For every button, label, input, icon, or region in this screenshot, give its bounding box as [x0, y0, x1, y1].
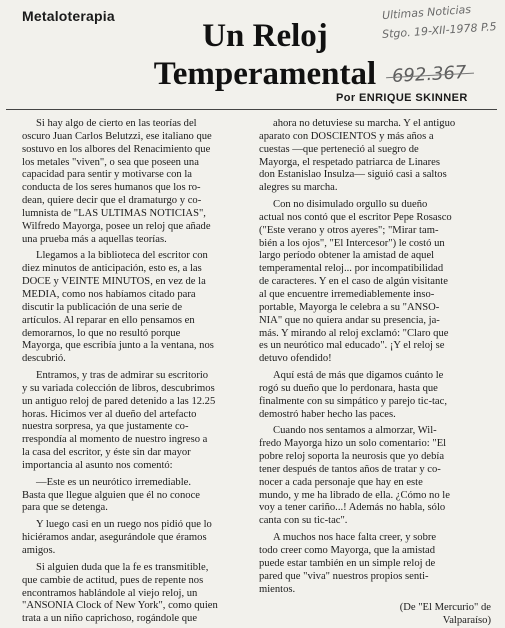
- paragraph: Si hay algo de cierto en las teorías del oscuro Juan Carlos Belutzzi, ese italiano que sostuvo en los albores del Renacimiento que los metales "viven", o sea que poseen una capacidad para sentir y motivarse con la conducta de los seres humanos que los ro- dean, quiere decir que el dramaturgo y co- lumnista de "LAS ULTIMAS NOTICIAS", Wilfredo Mayorga, posee un reloj que añade una prueba más a aquellas teorías.: [22, 118, 212, 245]
- paragraph: A muchos nos hace falta creer, y sobre todo creer como Mayorga, que la amistad puede estar también en un simple reloj de pared que "viva" nuestros propios senti- mientos.: [259, 532, 437, 595]
- handwritten-catalog-number: 692.367: [391, 62, 467, 87]
- header-divider: [6, 109, 497, 110]
- paragraph: Y luego casi en un ruego nos pidió que lo hiciéramos andar, asegurándole que éramos amigos.: [22, 519, 212, 556]
- section-label: Metaloterapia: [22, 8, 115, 24]
- article-left-column: [22, 118, 254, 626]
- handwritten-date-note: Stgo. 19-XII-1978 P.5: [381, 20, 498, 41]
- paragraph: Cuando nos sentamos a almorzar, Wil- fredo Mayorga hizo un solo comentario: "El pobre reloj soporta la neurosis que yo debía tener después de tantos años de tratar y co- nocer a cada personaje que hay en este mundo, y me ha librado de ella. ¿Cómo no le voy a tener cariño...! Además no habla, sólo canta con su tic-tac".: [259, 425, 450, 527]
- source-credit: (De "El Mercurio" de Valparaíso): [399, 602, 491, 627]
- paragraph: Aquí está de más que digamos cuánto le rogó su dueño que lo perdonara, hasta que finalmente con su simpático y parejo tic-tac, demostró haber hecho las paces.: [259, 370, 447, 420]
- byline: Por ENRIQUE SKINNER: [336, 92, 468, 104]
- paragraph: Con no disimulado orgullo su dueño actual nos contó que el escritor Pepe Rosasco ("Este verano y otros ayeres"; "Mirar tam- bién a los ojos", "El Intercesor") le costó un largo período obtener la amistad de aquel temperamental reloj... por incompatibilidad de caracteres. Y en el caso de algún visitante al que encuentre irremediablemente inso- portable, Mayorga le celebra a su "ANSO- NIA" que no quiera andar su presencia, ja- más. Y mirando al reloj exclamó: "Claro que es un neurótico mal educado". ¡Y el reloj se detuvo ofendido!: [259, 199, 452, 365]
- handwritten-source-note: Ultimas Noticias: [381, 2, 472, 23]
- paragraph: ahora no detuviese su marcha. Y el antiguo aparato con DOSCIENTOS y más años a cuestas —que perteneció al suegro de Mayorga, el respetado patriarca de Linares don Estanislao Insulza— siguió casi a saltos alegres su marcha.: [259, 118, 456, 194]
- paragraph: —Este es un neurótico irremediable. Basta que llegue alguien que él no conoce para que se detenga.: [22, 476, 200, 514]
- headline-line-1: Un Reloj: [202, 18, 328, 54]
- paragraph: Llegamos a la biblioteca del escritor con diez minutos de anticipación, esto es, a las DOCE y VEINTE MINUTOS, en vez de la MEDIA, como nos habíamos citado para discutir la publicación de una serie de artículos. Al reparar en ello pensamos en demorarnos, lo que no resultó porque Mayorga, que escribía junto a la ventana, nos descubrió.: [22, 250, 214, 365]
- paragraph: Si alguien duda que la fe es transmitible, que cambie de actitud, pues de repente nos encontramos hablándole al viejo reloj, un "ANSONIA Clock of New York", como quien trata a un niño caprichoso, rogándole que: [22, 561, 218, 625]
- article-right-column: [259, 118, 491, 628]
- headline-line-2: Temperamental: [153, 56, 377, 92]
- paragraph: Entramos, y tras de admirar su escritorio y su variada colección de libros, descubrimos un antiguo reloj de pared detenido a las 12.25 horas. Hicimos ver al dueño del artefacto nuestra sorpresa, ya que justamente co- rrespondía al momento de nuestro ingreso a la casa del escritor, y éste sin dar mayor importancia al asunto nos comentó:: [22, 370, 216, 471]
